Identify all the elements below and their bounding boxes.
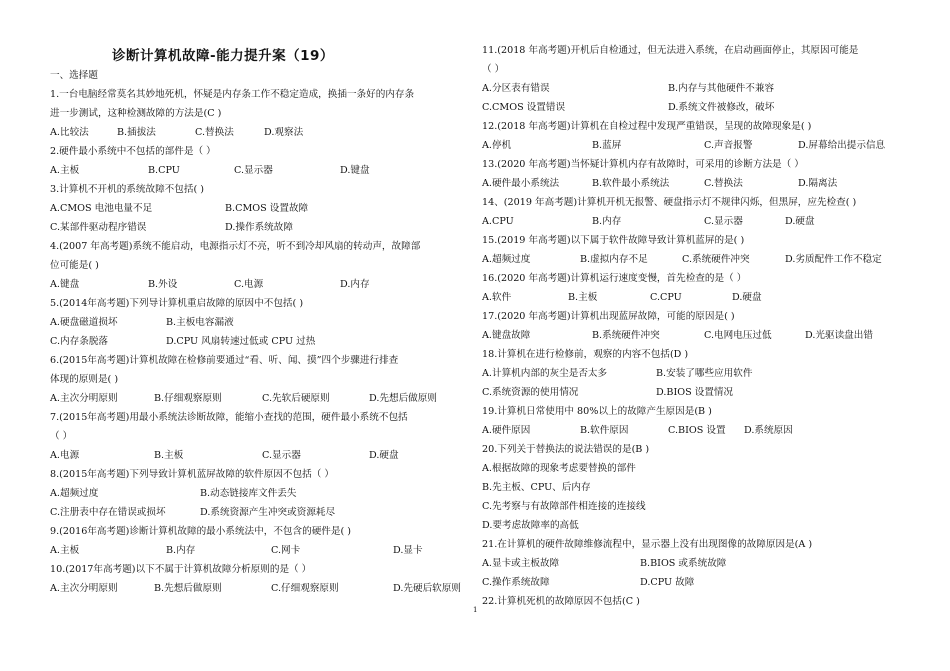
q6-option-c: C.先软后硬原则 (262, 393, 330, 404)
q21-option-c: C.操作系统故障 (482, 577, 550, 588)
question-2: 2.硬件最小系统中不包括的部件是（ ） (50, 146, 216, 157)
q18-option-b: B.安装了哪些应用软件 (656, 368, 753, 379)
question-6-line-1: 6.(2015年高考题)计算机故障在检修前要通过“看、听、闻、摸”四个步骤进行排查 (50, 355, 399, 366)
q15-option-d: D.劣质配件工作不稳定 (785, 254, 882, 265)
q6-option-b: B.仔细观察原则 (154, 393, 222, 404)
q18-option-c: C.系统资源的使用情况 (482, 387, 579, 398)
q9-option-c: C.网卡 (271, 545, 301, 556)
q8-option-c: C.注册表中存在错误或损坏 (50, 507, 166, 518)
question-5: 5.(2014年高考题)下列导计算机重启故障的原因中不包括( ) (50, 298, 304, 309)
q17-option-d: D.光驱读盘出错 (805, 330, 873, 341)
q6-option-a: A.主次分明原则 (50, 393, 118, 404)
question-21: 21.在计算机的硬件故障维修流程中，显示器上没有出现图像的故障原因是(A ) (482, 539, 813, 550)
q14-option-d: D.硬盘 (785, 216, 815, 227)
q2-option-c: C.显示器 (234, 165, 273, 176)
q13-option-b: B.软件最小系统法 (592, 178, 670, 189)
q16-option-c: C.CPU (650, 292, 682, 303)
q10-option-b: B.先想后做原则 (154, 583, 222, 594)
q1-option-c: C.替换法 (195, 127, 234, 138)
q11-option-a: A.分区表有错误 (482, 83, 550, 94)
q1-option-d: D.观察法 (264, 127, 304, 138)
q3-option-d: D.操作系统故障 (225, 222, 293, 233)
q9-option-b: B.内存 (166, 545, 196, 556)
question-18: 18.计算机在进行检修前，观察的内容不包括(D ) (482, 349, 689, 360)
question-7-line-1: 7.(2015年高考题)用最小系统法诊断故障，能缩小查找的范围，硬件最小系统不包括 (50, 412, 408, 423)
q21-option-d: D.CPU 故障 (640, 577, 695, 588)
q21-option-a: A.显卡或主板故障 (482, 558, 560, 569)
q11-option-d: D.系统文件被修改，破坏 (668, 102, 775, 113)
page-title: 诊断计算机故障-能力提升案（19） (112, 48, 334, 64)
question-22: 22.计算机死机的故障原因不包括(C ) (482, 596, 640, 607)
q18-option-d: D.BIOS 设置情况 (656, 387, 734, 398)
q14-option-b: B.内存 (592, 216, 622, 227)
page-number: 1 (473, 606, 478, 614)
q1-option-a: A.比较法 (50, 127, 89, 138)
q15-option-c: C.系统硬件冲突 (682, 254, 750, 265)
q13-option-c: C.替换法 (704, 178, 743, 189)
q2-option-d: D.键盘 (340, 165, 370, 176)
q3-option-a: A.CMOS 电池电量不足 (50, 203, 153, 214)
q5-option-a: A.硬盘磁道损坏 (50, 317, 118, 328)
question-1-line-1: 1.一台电脑经常莫名其妙地死机，怀疑是内存条工作不稳定造成，换插一条好的内存条 (50, 89, 415, 100)
question-13: 13.(2020 年高考题)当怀疑计算机内存有故障时，可采用的诊断方法是（ ） (482, 159, 804, 170)
q19-option-b: B.软件原因 (580, 425, 629, 436)
q19-option-a: A.硬件原因 (482, 425, 531, 436)
q7-option-b: B.主板 (154, 450, 184, 461)
q4-option-c: C.电源 (234, 279, 264, 290)
q6-option-d: D.先想后做原则 (369, 393, 437, 404)
question-14: 14、(2019 年高考题)计算机开机无报警、硬盘指示灯不规律闪烁，但黑屏，应先检查( ) (482, 197, 857, 208)
question-20: 20.下列关于替换法的说法错误的是(B ) (482, 444, 650, 455)
question-6-line-2: 体现的原则是( ) (50, 374, 119, 385)
q5-option-d: D.CPU 风扇转速过低或 CPU 过热 (166, 336, 316, 347)
q12-option-c: C.声音报警 (704, 140, 753, 151)
q12-option-b: B.蓝屏 (592, 140, 622, 151)
q16-option-d: D.硬盘 (732, 292, 762, 303)
q5-option-b: B.主板电容漏液 (166, 317, 234, 328)
question-16: 16.(2020 年高考题)计算机运行速度变慢，首先检查的是（ ） (482, 273, 747, 284)
q8-option-b: B.动态链接库文件丢失 (200, 488, 297, 499)
q8-option-a: A.超频过度 (50, 488, 99, 499)
q9-option-a: A.主板 (50, 545, 80, 556)
q11-option-c: C.CMOS 设置错误 (482, 102, 566, 113)
q17-option-c: C.电网电压过低 (704, 330, 772, 341)
q2-option-b: B.CPU (148, 165, 180, 176)
q1-option-b: B.插拔法 (117, 127, 156, 138)
q10-option-d: D.先硬后软原则 (393, 583, 461, 594)
q7-option-d: D.硬盘 (369, 450, 399, 461)
question-4-line-2: 位可能是( ) (50, 260, 99, 271)
question-4-line-1: 4.(2007 年高考题)系统不能启动，电源指示灯不亮，听不到冷却风扇的转动声，故障部 (50, 241, 421, 252)
q18-option-a: A.计算机内部的灰尘是否太多 (482, 368, 608, 379)
question-8: 8.(2015年高考题)下列导致计算机蓝屏故障的软件原因不包括（ ） (50, 469, 334, 480)
q12-option-a: A.停机 (482, 140, 512, 151)
question-7-line-2: （ ） (50, 431, 73, 442)
question-11-line-1: 11.(2018 年高考题)开机后自检通过，但无法进入系统，在启动画面停止，其原因可能是 (482, 45, 859, 56)
q7-option-c: C.显示器 (262, 450, 301, 461)
question-1-line-2: 进一步测试，这种检测故障的方法是(C ) (50, 108, 222, 119)
q12-option-d: D.屏幕给出提示信息 (798, 140, 886, 151)
q21-option-b: B.BIOS 或系统故障 (640, 558, 727, 569)
q19-option-c: C.BIOS 设置 (668, 425, 726, 436)
q16-option-a: A.软件 (482, 292, 512, 303)
q13-option-d: D.隔离法 (798, 178, 838, 189)
question-15: 15.(2019 年高考题)以下属于软件故障导致计算机蓝屏的是( ) (482, 235, 745, 246)
question-3: 3.计算机不开机的系统故障不包括( ) (50, 184, 205, 195)
q4-option-a: A.键盘 (50, 279, 80, 290)
q5-option-c: C.内存条脱落 (50, 336, 109, 347)
question-12: 12.(2018 年高考题)计算机在自检过程中发现严重错误，呈现的故障现象是( ) (482, 121, 812, 132)
q20-option-b: B.先主板、CPU、后内存 (482, 482, 591, 493)
q14-option-a: A.CPU (482, 216, 514, 227)
question-9: 9.(2016年高考题)诊断计算机故障的最小系统法中，不包含的硬件是( ) (50, 526, 352, 537)
q9-option-d: D.显卡 (393, 545, 423, 556)
q17-option-a: A.键盘故障 (482, 330, 531, 341)
q15-option-a: A.超频过度 (482, 254, 531, 265)
q17-option-b: B.系统硬件冲突 (592, 330, 660, 341)
q4-option-b: B.外设 (148, 279, 178, 290)
q15-option-b: B.虚拟内存不足 (580, 254, 648, 265)
q20-option-c: C.先考察与有故障部件相连接的连接线 (482, 501, 646, 512)
q19-option-d: D.系统原因 (744, 425, 793, 436)
q10-option-c: C.仔细观察原则 (271, 583, 339, 594)
q20-option-a: A.根据故障的现象考虑要替换的部件 (482, 463, 636, 474)
q4-option-d: D.内存 (340, 279, 370, 290)
q3-option-b: B.CMOS 设置故障 (225, 203, 309, 214)
q14-option-c: C.显示器 (704, 216, 743, 227)
question-11-line-2: （ ） (482, 64, 505, 75)
q11-option-b: B.内存与其他硬件不兼容 (668, 83, 775, 94)
question-19: 19.计算机日常使用中 80%以上的故障产生原因是(B ) (482, 406, 712, 417)
q8-option-d: D.系统资源产生冲突或资源耗尽 (200, 507, 336, 518)
q3-option-c: C.某部件驱动程序错误 (50, 222, 147, 233)
q10-option-a: A.主次分明原则 (50, 583, 118, 594)
question-17: 17.(2020 年高考题)计算机出现蓝屏故障，可能的原因是( ) (482, 311, 735, 322)
q7-option-a: A.电源 (50, 450, 80, 461)
section-heading: 一、选择题 (50, 70, 98, 81)
question-10: 10.(2017年高考题)以下不属于计算机故障分析原则的是（ ） (50, 564, 312, 575)
q13-option-a: A.硬件最小系统法 (482, 178, 560, 189)
q2-option-a: A.主板 (50, 165, 80, 176)
q20-option-d: D.要考虑故障率的高低 (482, 520, 579, 531)
q16-option-b: B.主板 (568, 292, 598, 303)
